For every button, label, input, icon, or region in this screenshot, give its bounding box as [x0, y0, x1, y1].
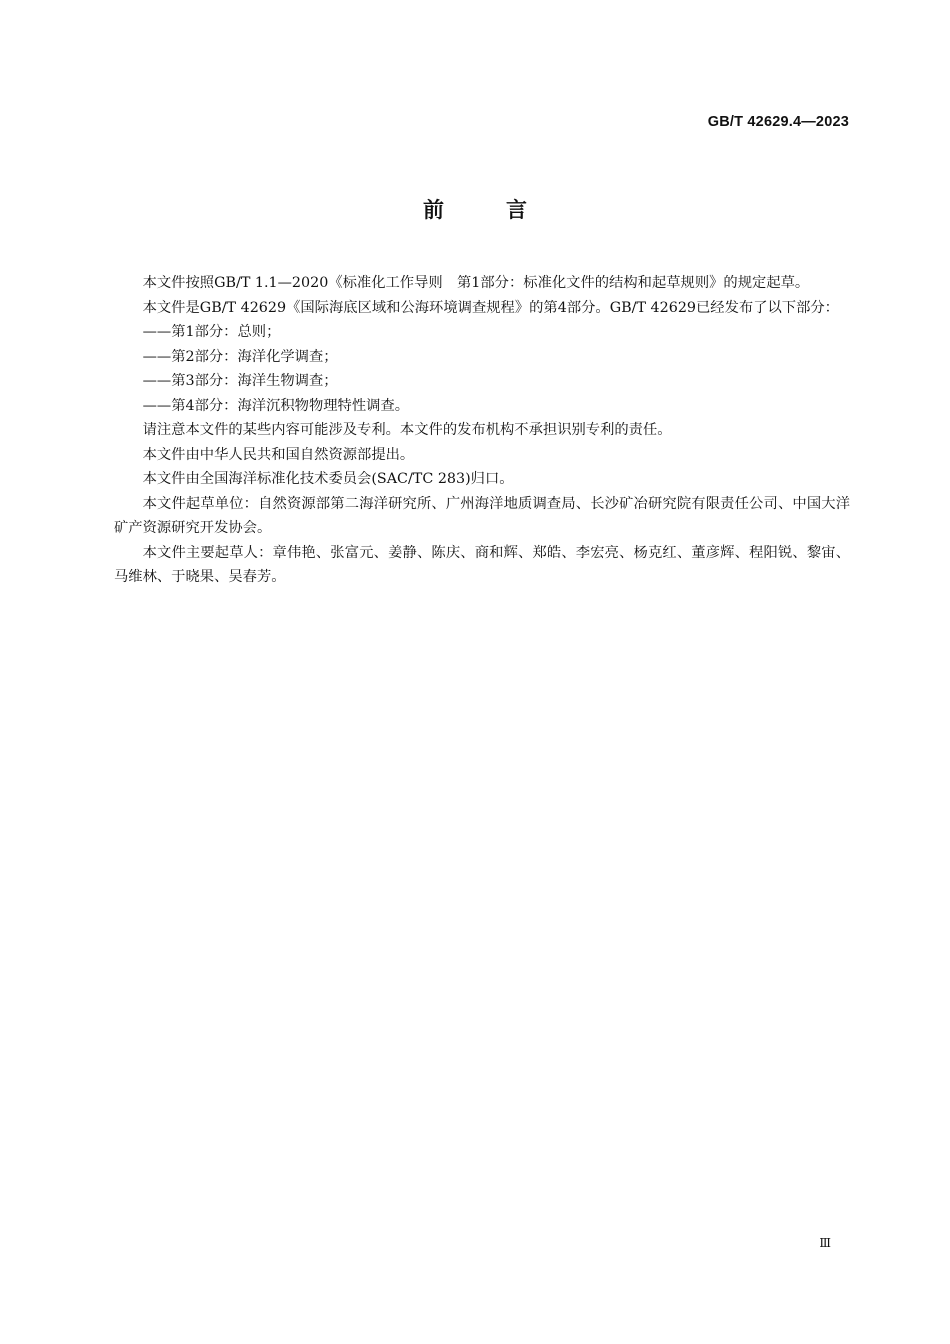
paragraph-patent-notice: 请注意本文件的某些内容可能涉及专利。本文件的发布机构不承担识别专利的责任。 — [142, 422, 672, 438]
paragraph-series-intro: 本文件是GB/T 42629《国际海底区域和公海环境调查规程》的第4部分。GB/T 42629已经发布了以下部分： — [142, 299, 839, 316]
paragraph-committee: 本文件由全国海洋标准化技术委员会(SAC/TC 283)归口。 — [142, 471, 514, 487]
paragraph-drafting-units: 本文件起草单位：自然资源部第二海洋研究所、广州海洋地质调查局、长沙矿冶研究院有限责任公司、中国大洋矿产资源研究开发协会。 — [114, 495, 850, 536]
list-item-part-3: ——第3部分：海洋生物调查； — [142, 373, 338, 389]
list-item-part-2: ——第2部分：海洋化学调查； — [142, 348, 338, 365]
paragraph-drafters: 本文件主要起草人：章伟艳、张富元、姜静、陈庆、商和辉、郑皓、李宏亮、杨克红、董彦辉、程阳锐、黎宙、马维林、于晓果、吴春芳。 — [114, 544, 850, 585]
page-number: Ⅲ — [819, 1236, 831, 1250]
section-title: 前言 — [423, 198, 589, 222]
paragraph-proposer: 本文件由中华人民共和国自然资源部提出。 — [142, 446, 415, 463]
foreword-body — [114, 271, 850, 590]
list-item-part-4: ——第4部分：海洋沉积物物理特性调查。 — [142, 397, 410, 414]
standard-number: GB/T 42629.4—2023 — [707, 114, 849, 130]
paragraph-drafting-rules: 本文件按照GB/T 1.1—2020《标准化工作导则 第1部分：标准化文件的结构和起草规则》的规定起草。 — [142, 275, 810, 291]
list-item-part-1: ——第1部分：总则； — [142, 324, 281, 340]
